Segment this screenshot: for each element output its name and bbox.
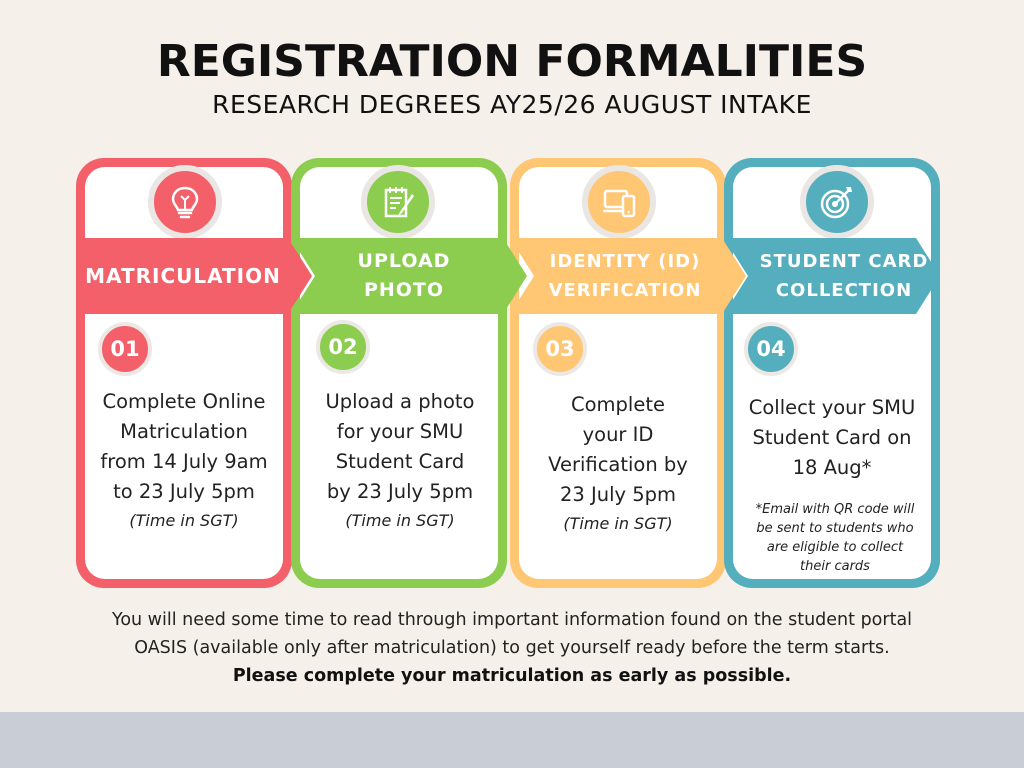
step-label-identity: IDENTITY (ID) — [549, 251, 701, 272]
devices-icon — [582, 165, 656, 239]
step-number-03: 03 — [533, 322, 587, 376]
ribbon-matriculation — [76, 238, 312, 314]
step-label-collection: COLLECTION — [775, 280, 913, 301]
step-description-3: Complete your ID Verification by 23 July 5pm — [548, 393, 688, 506]
step-description-2: Upload a photo for your SMU Student Card by 23 July 5pm — [325, 390, 475, 503]
step-description-4: Collect your SMU Student Card on 18 Aug* — [748, 396, 916, 479]
footer-line-1: You will need some time to read through important information found on the student portal — [111, 610, 913, 630]
footer-line-2: OASIS (available only after matriculation) to get yourself ready before the term starts. — [134, 638, 890, 658]
step-number-04: 04 — [744, 322, 798, 376]
step-description-1: Complete Online Matriculation from 14 July 9am to 23 July 5pm — [100, 390, 268, 503]
step-time-1: (Time in SGT) — [129, 511, 239, 530]
step-number-01: 01 — [98, 322, 152, 376]
step-label-verification: VERIFICATION — [548, 280, 702, 301]
step-label-student-card: STUDENT CARD — [759, 251, 929, 272]
page-subtitle: RESEARCH DEGREES AY25/26 AUGUST INTAKE — [212, 90, 812, 119]
step-label-matriculation: MATRICULATION — [85, 263, 281, 288]
footer-bold-line: Please complete your matriculation as early as possible. — [232, 666, 792, 686]
step-note-4: *Email with QR code will be sent to students who are eligible to collect their cards — [755, 502, 915, 574]
step-number-02: 02 — [316, 320, 370, 374]
step-label-photo: PHOTO — [363, 279, 445, 301]
page-title: REGISTRATION FORMALITIES — [156, 36, 868, 87]
target-icon — [800, 165, 874, 239]
lightbulb-icon — [148, 165, 222, 239]
step-time-2: (Time in SGT) — [345, 511, 455, 530]
ribbon-id-verification — [510, 238, 746, 314]
step-label-upload: UPLOAD — [357, 250, 451, 272]
ribbon-upload-photo — [291, 238, 527, 314]
step-time-3: (Time in SGT) — [563, 514, 673, 533]
bottom-band — [0, 712, 1024, 768]
ribbon-student-card — [724, 238, 940, 314]
notepad-pencil-icon — [361, 165, 435, 239]
